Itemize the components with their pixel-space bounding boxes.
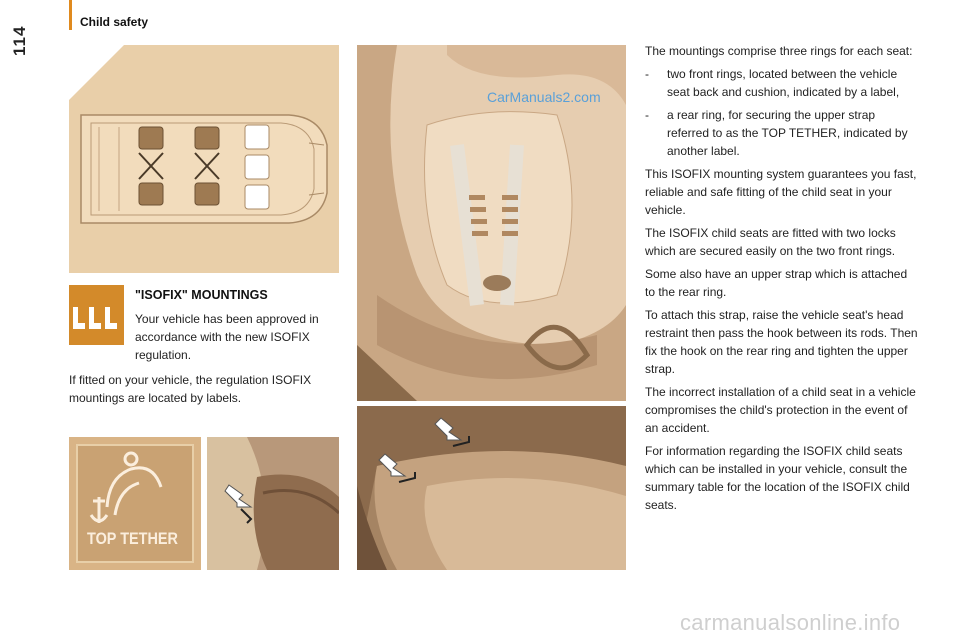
- top-tether-label-image: [69, 437, 201, 570]
- rear-ring-item: a rear ring, for securing the upper strap referred to as the TOP TETHER, indicated by another label.: [667, 108, 908, 158]
- upper-strap-paragraph: Some also have an upper strap which is attached to the rear ring.: [645, 267, 908, 299]
- front-rings-item: two front rings, located between the vehicle seat back and cushion, indicated by a label,: [667, 67, 900, 99]
- top-tether-text: TOP TETHER: [87, 529, 179, 548]
- incorrect-installation-paragraph: The incorrect installation of a child seat in a vehicle compromises the child's protection in the event of an accident.: [645, 385, 916, 435]
- seat-anchor-arrow-image: [207, 437, 339, 570]
- van-seat-layout-diagram: [69, 45, 339, 273]
- information-paragraph: For information regarding the ISOFIX child seats which can be installed in your vehicle, consult the summary table for the location of the ISOFIX child seats.: [645, 444, 910, 512]
- list-item: [645, 106, 920, 160]
- bullet-dash: -: [645, 67, 649, 81]
- page-number: 114: [10, 25, 29, 56]
- section-title: Child safety: [80, 15, 149, 29]
- watermark-top: CarManuals2.com: [487, 89, 601, 105]
- attach-strap-paragraph: To attach this strap, raise the vehicle seat's head restraint then pass the hook between its rods. Then fix the hook on the rear ring and tighten the upper strap.: [645, 308, 918, 376]
- mountings-intro-paragraph: The mountings comprise three rings for each seat:: [645, 44, 913, 58]
- isofix-intro-text: Your vehicle has been approved in accordance with the new ISOFIX regulation.: [135, 312, 319, 362]
- isofix-seat-icon: [69, 285, 124, 345]
- isofix-heading: "ISOFIX" MOUNTINGS: [135, 288, 268, 302]
- list-item: [645, 65, 920, 101]
- header-accent-bar: [69, 0, 72, 30]
- watermark-bottom: carmanualsonline.info: [680, 610, 901, 635]
- isofix-anchor-points-image: [357, 406, 626, 570]
- system-guarantee-paragraph: This ISOFIX mounting system guarantees you fast, reliable and safe fitting of the child seat in your vehicle.: [645, 167, 917, 217]
- isofix-labels-text: If fitted on your vehicle, the regulation ISOFIX mountings are located by labels.: [69, 373, 312, 405]
- right-text-column: [645, 42, 920, 519]
- locks-paragraph: The ISOFIX child seats are fitted with two locks which are secured easily on the two front rings.: [645, 226, 896, 258]
- bullet-dash: -: [645, 108, 649, 122]
